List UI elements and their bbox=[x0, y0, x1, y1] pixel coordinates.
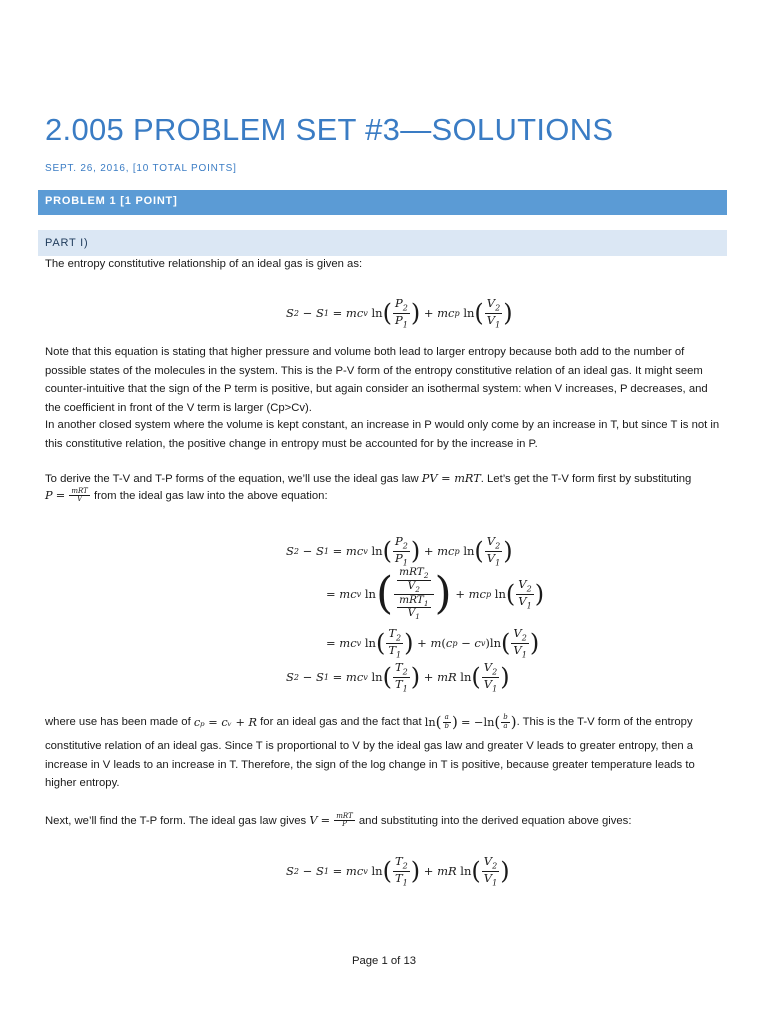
intro-text: The entropy constitutive relationship of an ideal gas is given as: bbox=[45, 258, 363, 270]
paragraph-where-use: where use has been made of cₚ = cᵥ + R for an ideal gas and the fact that ln ( $\frac{a}{b}$ ) = −ln ( $\frac{b}{a}$ ) . This is the T-V form of the entropy bbox=[45, 713, 693, 731]
paragraph-substitution: P = $\frac{\text{mRT}}{V}$ from the ideal gas law into the above equation: bbox=[45, 487, 328, 504]
equation-pv-form: S 2 − S 1 = mc v ln ( $\frac{P_2}{P_1}$ ) + mc p ln ( $\frac{V_2}{V_1}$ ) bbox=[286, 295, 513, 329]
paragraph-pv-explanation: Note that this equation is stating that higher pressure and volume both lead to larger entropy because both add to the number of possible states of the molecules in the system. This is the P-V form of the entropy constitutive relation of an ideal gas. It might seem counter-intuitive that the sign of the P term is positive, but again consider an isothermal system: when V increases, P decreases, and the coefficient in front of the V term is larger (Cp>Cv). bbox=[45, 346, 708, 414]
specific-heat-relation: cₚ = cᵥ + R bbox=[193, 715, 258, 729]
problem-heading-band bbox=[38, 190, 727, 215]
paragraph-tp-intro: Next, we’ll find the T-P form. The ideal gas law gives V = $\frac{\text{mRT}}{P}$ and substituting into the derived equation above gives: bbox=[45, 812, 632, 829]
document-subtitle: SEPT. 26, 2016, [10 TOTAL POINTS] bbox=[45, 163, 237, 174]
equation-derivation-line1: S 2 − S 1 = mc v ln ( $\frac{P_2}{P_1}$ ) + mc p ln ( $\frac{V_2}{V_1}$ ) bbox=[286, 533, 513, 567]
document-title: 2.005 PROBLEM SET #3—SOLUTIONS bbox=[45, 112, 614, 147]
equation-tv-form-repeat: S 2 − S 1 = mc v ln ( $\frac{T_2}{T_1}$ ) + mR ln ( $\frac{V_2}{V_1}$ ) bbox=[286, 853, 510, 887]
equation-tv-form: S 2 − S 1 = mc v ln ( $\frac{T_2}{T_1}$ ) + mR ln ( $\frac{V_2}{V_1}$ ) bbox=[286, 659, 510, 693]
paragraph-constant-volume: In another closed system where the volume is kept constant, an increase in P would only come by an increase in T, but since T is not in this constitutive relation, the positive change in entropy must be accounted for by the increase in P. bbox=[45, 419, 720, 450]
equation-derivation-line2: = mc v ln ( $\frac{\frac{mRT_2}{V_2}}{\frac{mRT_1}{V_1}}$ ) + mc p ln ( $\frac{V_2}{V_1}$ ) bbox=[326, 565, 545, 622]
page-number: Page 1 of 13 bbox=[351, 955, 417, 967]
ideal-gas-law: PV = mRT bbox=[421, 472, 481, 485]
equation-derivation-line3: = mc v ln ( $\frac{T_2}{T_1}$ ) + m ( c p − c v ) ln ( $\frac{V_2}{V_1}$ ) bbox=[326, 625, 540, 659]
part-heading: PART I) bbox=[45, 237, 89, 249]
paragraph-derive-intro: To derive the T-V and T-P forms of the equation, we’ll use the ideal gas law PV = mRT. Let’s get the T-V form first by substituting bbox=[45, 472, 692, 485]
paragraph-tv-explanation: constitutive relation of an ideal gas. Since T is proportional to V by the ideal gas law and greater V leads to greater entropy, then a increase in V leads to an increase in T. Therefore, the sign of the log change in T is positive, because greater temperature leads to higher entropy. bbox=[45, 740, 695, 789]
problem-heading: PROBLEM 1 [1 POINT] bbox=[45, 195, 178, 207]
part-heading-band bbox=[38, 230, 727, 256]
